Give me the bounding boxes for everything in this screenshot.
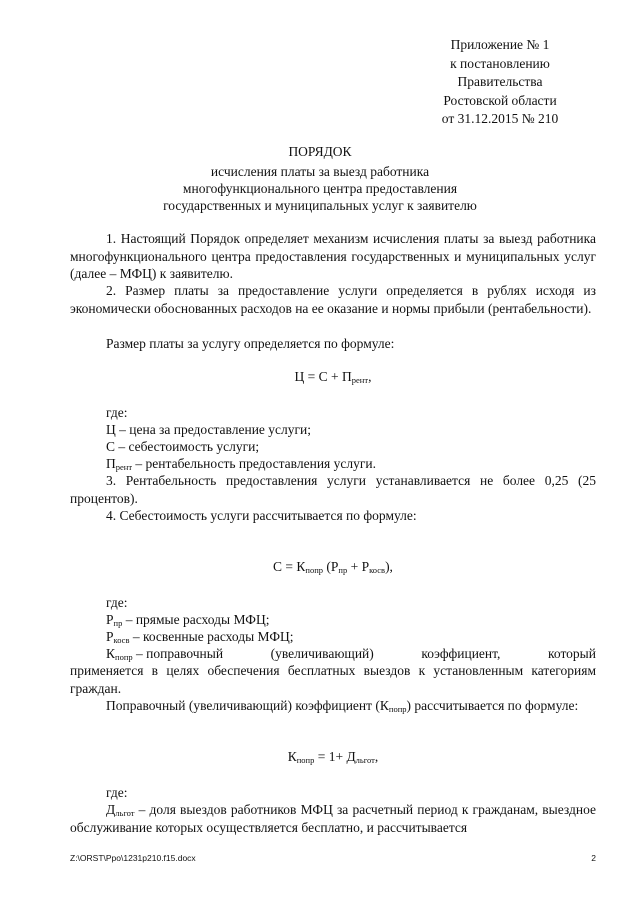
file-path: Z:\ORST\Ppo\1231p210.f15.docx bbox=[70, 853, 196, 863]
paragraph-3-rentability: 3. Рентабельность предоставления услуги устанавливается не более 0,25 (25 процентов). bbox=[70, 473, 596, 506]
formula-coefficient: $К_{попр} = 1+ Д_{льгот}$, bbox=[287, 749, 379, 765]
document-heading: ПОРЯДОК bbox=[288, 144, 352, 159]
appendix-line: к постановлению bbox=[450, 55, 550, 71]
paragraph-5: Поправочный (увеличивающий) коэффициент $(К_{попр})$ рассчитывается по формуле: bbox=[106, 698, 579, 714]
appendix-block bbox=[420, 36, 580, 129]
where-label: где: bbox=[106, 785, 128, 800]
formula-cost: $С = К_{попр}$ $(Р_{пр} + Р_{косв})$, bbox=[273, 559, 393, 575]
definition-line: С – себестоимость услуги; bbox=[106, 439, 260, 454]
definition-line: $Р_{пр}$ – прямые расходы МФЦ; bbox=[106, 612, 270, 628]
formula-price: $Ц = С + П_{рент}$, bbox=[294, 369, 372, 385]
where-label: где: bbox=[106, 405, 128, 420]
definition-line: Ц – цена за предоставление услуги; bbox=[106, 422, 312, 437]
appendix-line: Приложение № 1 bbox=[450, 37, 550, 52]
definition-line: $П_{рент}$ – рентабельность предоставления услуги. bbox=[106, 456, 376, 472]
paragraph-1: 1. Настоящий Порядок определяет механизм исчисления платы за выезд работника многофункционального центра предоставления государственных и муниципальных услуг (далее – МФЦ) к заявителю. bbox=[70, 231, 596, 281]
definition-line: $Д_{льгот}$ – доля выездов работников МФЦ за расчетный период к гражданам, выездное обслуживание которых осуществляется бесплатно, и рассчитывается bbox=[70, 802, 596, 835]
definition-line: $Р_{косв}$ – косвенные расходы МФЦ; bbox=[106, 629, 294, 645]
page-number: 2 bbox=[591, 853, 596, 863]
appendix-line: от 31.12.2015 № 210 bbox=[441, 111, 559, 126]
definition-line: $К_{попр}$ – поправочный (увеличивающий) коэффициент, который bbox=[106, 646, 596, 662]
document-subtitle: государственных и муниципальных услуг к заявителю bbox=[163, 198, 477, 213]
where-label: где: bbox=[106, 595, 128, 610]
definition-continuation: применяется в целях обеспечения бесплатных выездов к установленным категориям граждан. bbox=[70, 663, 596, 696]
paragraph-4: 4. Себестоимость услуги рассчитывается по формуле: bbox=[106, 508, 417, 523]
document-subtitle: многофункционального центра предоставления bbox=[182, 181, 458, 196]
appendix-line: Ростовской области bbox=[443, 92, 557, 108]
paragraph-2: 2. Размер платы за предоставление услуги определяется в рублях исходя из экономически обоснованных расходов на ее оказание и нормы прибыли (рентабельности). bbox=[70, 283, 596, 316]
appendix-line: Правительства bbox=[457, 74, 543, 89]
paragraph-3: Размер платы за услугу определяется по формуле: bbox=[106, 336, 395, 351]
document-subtitle: исчисления платы за выезд работника bbox=[210, 164, 430, 179]
